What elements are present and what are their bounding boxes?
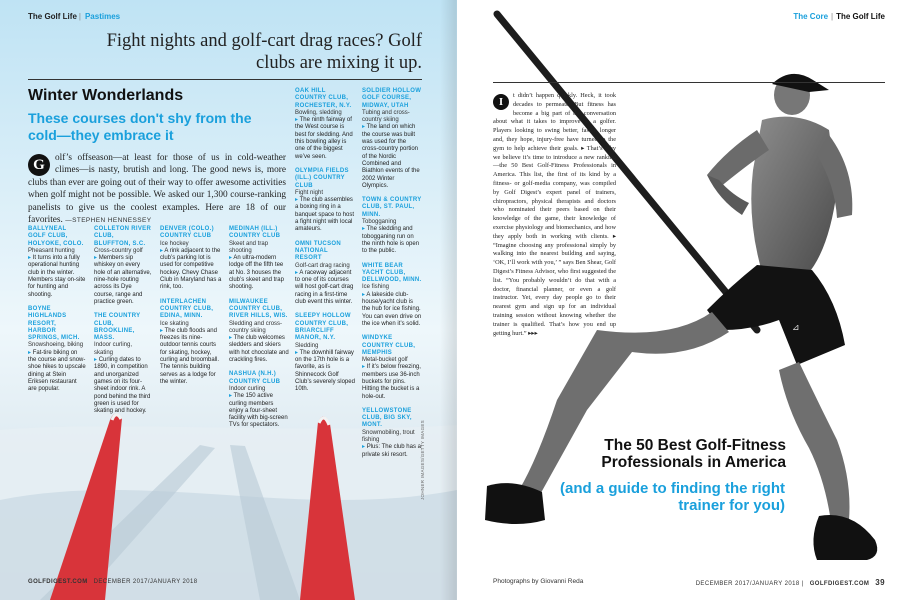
- list-item: OLYMPIA FIELDS (ILL.) COUNTRY CLUB Fight night ▸ The club assembles a boxing ring in a banquet space to host a fight night with local amateurs.: [295, 168, 355, 234]
- list-item: BOYNE HIGHLANDS RESORT, HARBOR SPRINGS, MICH. Snowshoeing, biking ▸ Fat-tire biking on the course and snow-shoe hikes to upscale dining at Stein Eriksen restaurant are popular.: [28, 306, 86, 394]
- list-item: BALLYNEAL GOLF CLUB, HOLYOKE, COLO. Pheasant hunting ▸ It turns into a fully operational hunting club in the winter. Members stay on-site for hunting and shooting.: [28, 226, 86, 299]
- byline: —STEPHEN HENNESSEY: [65, 217, 152, 225]
- article-subtitle: These courses don't shy from the cold—they embrace it: [28, 110, 252, 143]
- list-item: INTERLACHEN COUNTRY CLUB, EDINA, MINN. Ice skating ▸ The club floods and freezes its nine-outdoor tennis courts for skating, hockey, curling and broomball. The tennis building serves as a lodge for the winter.: [160, 299, 222, 387]
- list-item: THE COUNTRY CLUB, BROOKLINE, MASS. Indoor curling, skating ▸ Curling dates to 1890, in competition and unorganized games on its four-sheet indoor rink. A pond behind the third green is used for skating and hockey.: [94, 313, 152, 415]
- folio-site: GOLFDIGEST.COM: [809, 581, 870, 587]
- list-item: OMNI TUCSON NATIONAL RESORT Golf-cart drag racing ▸ A raceway adjacent to one of its courses will host golf-cart drag racing in a first-time club event this winter.: [295, 241, 355, 307]
- list-item: DENVER (COLO.) COUNTRY CLUB Ice hockey ▸ A rink adjacent to the club’s parking lot is used for competitive hockey. Chevy Chase Club in Maryland has a rink, too.: [160, 226, 222, 292]
- list-item: SOLDIER HOLLOW GOLF COURSE, MIDWAY, UTAH Tubing and cross-country skiing ▸ The land on which the course was built was used for the cross-country portion of the Nordic Combined and Biathlon events of the 2002 Winter Olympics.: [362, 88, 422, 190]
- article-title: Winter Wonderlands: [28, 87, 184, 104]
- photo-credit: JOHNER IMAGES/GETTY IMAGES: [420, 420, 425, 500]
- folio: [28, 579, 198, 585]
- entries-column-5: [295, 88, 355, 401]
- running-head: The Golf Life | Pastimes: [28, 12, 121, 21]
- dropcap: G: [28, 154, 50, 176]
- divider: [493, 82, 885, 83]
- entries-column-3: [160, 226, 222, 393]
- list-item: TOWN & COUNTRY CLUB, ST. PAUL, MINN. Tobogganing ▸ The sledding and tobogganing run on the ninth hole is open to the public.: [362, 197, 422, 255]
- photo-credit: Photographs by Giovanni Reda: [493, 578, 584, 585]
- divider: [28, 79, 422, 80]
- list-item: MEDINAH (ILL.) COUNTRY CLUB Skeet and trap shooting ▸ An ultra-modern lodge off the fifth tee at No. 3 houses the club’s skeet and trap shooting.: [229, 226, 289, 292]
- feature-title: The 50 Best Golf-Fitness Professionals in America: [601, 437, 786, 471]
- list-item: YELLOWSTONE CLUB, BIG SKY, MONT. Snowmobiling, trout fishing ▸ Plus: The club has a private ski resort.: [362, 408, 422, 459]
- deck-headline: Fight nights and golf-cart drag races? Golf clubs are mixing it up.: [106, 31, 422, 73]
- folio-date: DECEMBER 2017/JANUARY 2018: [695, 581, 800, 587]
- entries-column-4: [229, 226, 289, 437]
- list-item: SLEEPY HOLLOW COUNTRY CLUB, BRIARCLIFF MANOR, N.Y. Sledding ▸ The downhill fairway on the 17th hole is a favorite, as is Shinnecock Golf Club’s severely sloped 10th.: [295, 313, 355, 393]
- entries-column-2: [94, 226, 152, 422]
- right-page: [457, 0, 914, 600]
- list-item: WHITE BEAR YACHT CLUB, DELLWOOD, MINN. Ice fishing ▸ A lakeside club-house/yacht club is the hub for ice fishing. You can even drive on the ice when it’s solid.: [362, 263, 422, 329]
- list-item: MILWAUKEE COUNTRY CLUB, RIVER HILLS, WIS. Sledding and cross-country skiing ▸ The club welcomes sledders and skiers with hot chocolate and crackling fires.: [229, 299, 289, 365]
- folio: DECEMBER 2017/JANUARY 2018 | GOLFDIGEST.COM 39: [695, 578, 885, 587]
- list-item: NASHUA (N.H.) COUNTRY CLUB Indoor curling ▸ The 150 active curling members enjoy a four-sheet facility with big-screen TVs for spectators.: [229, 371, 289, 429]
- section-name: The Core: [793, 12, 829, 21]
- intro-paragraph: [28, 152, 286, 227]
- svg-text:⊿: ⊿: [792, 323, 800, 333]
- entries-column-1: [28, 226, 86, 401]
- body-text: t didn’t happen quickly. Heck, it took decades to permeate. But fitness has become a big part of the conversation about what it takes to improve as a golfer. Players looking to swing better, faster, longer and, they hope, injury-free have turned to the gym to help achieve their goals. ▸ That’s why we believe it’s time to introduce a new ranking—the 50 Best Golf-Fitness Professionals in America. This list, the first of its kind by a fitness- or golf-media company, was compiled by Golf Digest’s expert panel of trainers, chiropractors, physical therapists and doctors who nominated their peers based on their knowledge of the game, their knowledge of exercise physiology and biomechanics, and how they apply both in working with clients. ▸ “Imagine choosing any professional simply by walking into the nearest building and saying, ‘OK, I’ll work with you,’ ” says Ben Shear, Golf Digest’s Fitness Advisor, who first suggested the list. “You probably wouldn’t do that with a doctor, financial planner, or even a golf instructor. Yet, every day people go to their nearest gym and sign up for an individual training session without knowing whether the trainer is qualified. That’s how you end up getting hurt.” ▸▸▸: [493, 92, 616, 337]
- article-body: [493, 92, 616, 338]
- running-head: The Core | The Golf Life: [793, 12, 885, 21]
- gutter-shadow: [440, 0, 457, 600]
- entries-column-6: [362, 88, 422, 466]
- magazine-section-name: The Golf Life: [836, 12, 885, 21]
- feature-subtitle: (and a guide to finding the right trainer for you): [560, 480, 785, 514]
- list-item: WINDYKE COUNTRY CLUB, MEMPHIS Metal-bucket golf ▸ If it’s below freezing, members use 36-inch buckets for pins. Hitting the bucket is a hole-out.: [362, 335, 422, 401]
- magazine-section-name: The Golf Life: [28, 12, 77, 21]
- folio-date: DECEMBER 2017/JANUARY 2018: [93, 579, 198, 585]
- section-name: Pastimes: [84, 12, 121, 21]
- folio-site: GOLFDIGEST.COM: [28, 579, 88, 585]
- intro-text: olf’s offseason—at least for those of us in cold-weather climes—is nasty, brutish and long. The good news is, more clubs than ever are going out of their way to offer awesome activities when golf might not be possible. We asked our 1,300 course-ranking panelists to give us the coolest examples. Here are 18 of our favorites.: [28, 153, 286, 226]
- page-number: 39: [875, 578, 885, 587]
- list-item: COLLETON RIVER CLUB, BLUFFTON, S.C. Cross-country golf ▸ Members sip whiskey on every hole of an alternative, nine-hole routing across its Dye course, range and practice green.: [94, 226, 152, 306]
- list-item: OAK HILL COUNTRY CLUB, ROCHESTER, N.Y. Bowling, sledding ▸ The ninth fairway of the West course is best for sledding. And this bowling alley is one of the biggest we’ve seen.: [295, 88, 355, 161]
- dropcap: I: [493, 94, 509, 110]
